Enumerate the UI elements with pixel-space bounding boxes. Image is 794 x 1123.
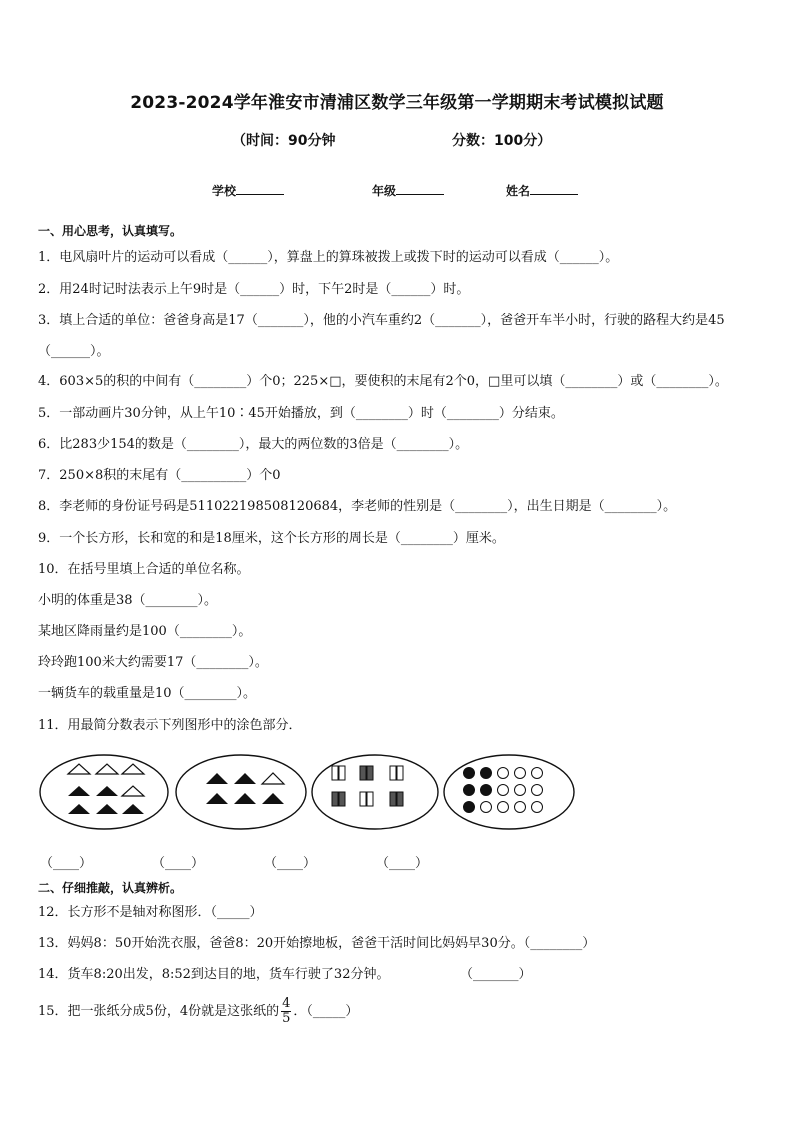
figure-triangles-2 [174, 752, 308, 832]
question-8: 8．李老师的身份证号码是511022198508120684，李老师的性别是（________），出生日期是（________）。 [38, 499, 677, 514]
section-1-heading: 一、用心思考，认真填写。 [38, 224, 183, 238]
question-14 [38, 967, 532, 983]
figure-triangles-1 [38, 752, 170, 832]
question-2: 2．用24时记时法表示上午9时是（______）时，下午2时是（______）时。 [38, 282, 470, 297]
name-label: 姓名 [506, 184, 531, 198]
question-14-blank[interactable]: （_______） [460, 967, 532, 982]
figure-answer-1[interactable]: （____） [40, 856, 93, 871]
exam-time: （时间：90分钟 [232, 133, 336, 149]
question-9: 9．一个长方形，长和宽的和是18厘米，这个长方形的周长是（________）厘米。 [38, 531, 505, 546]
page-title: 2023-2024学年淮安市清浦区数学三年级第一学期期末考试模拟试题 [130, 93, 664, 113]
question-3: 3．填上合适的单位：爸爸身高是17（_______），他的小汽车重约2（_______），爸爸开车半小时，行驶的路程大约是45（______）。 [38, 313, 725, 359]
section-2-heading: 二、仔细推敲，认真辨析。 [38, 881, 183, 895]
question-12: 12．长方形不是轴对称图形．（_____） [38, 905, 263, 920]
question-15-blank[interactable]: ．（_____） [293, 1004, 359, 1019]
grade-field[interactable] [372, 182, 444, 199]
question-15-text: 15．把一张纸分成5份，4份就是这张纸的 [38, 1004, 280, 1019]
figure-answer-4[interactable]: （____） [376, 856, 429, 871]
name-field[interactable] [506, 182, 578, 199]
question-5: 5．一部动画片30分钟，从上午10∶45开始播放，到（________）时（________）分结束。 [38, 406, 564, 421]
question-13: 13．妈妈8：50开始洗衣服，爸爸8：20开始擦地板，爸爸干活时间比妈妈早30分。（________） [38, 936, 596, 951]
question-6: 6．比283少154的数是（________），最大的两位数的3倍是（________）。 [38, 437, 469, 452]
question-10b: 某地区降雨量约是100（________）。 [38, 624, 252, 639]
figure-circles [442, 752, 576, 832]
question-11: 11．用最简分数表示下列图形中的涂色部分． [38, 718, 302, 733]
question-10c: 玲玲跑100米大约需要17（________）。 [38, 655, 268, 670]
fraction-numerator: 4 [282, 996, 291, 1011]
school-label: 学校 [212, 184, 237, 198]
fraction-denominator: 5 [282, 1011, 291, 1026]
exam-score: 分数：100分） [452, 133, 552, 149]
question-1: 1．电风扇叶片的运动可以看成（______），算盘上的算珠被拨上或拨下时的运动可以看成（______）。 [38, 250, 619, 265]
question-10d: 一辆货车的载重量是10（________）。 [38, 686, 257, 701]
fraction-figures [38, 752, 598, 832]
fraction-four-fifths [281, 997, 291, 1026]
question-10: 10．在括号里填上合适的单位名称。 [38, 562, 250, 577]
figure-answer-3[interactable]: （____） [264, 856, 317, 871]
question-10a: 小明的体重是38（________）。 [38, 593, 218, 608]
school-field[interactable] [212, 182, 284, 199]
question-15 [38, 997, 358, 1027]
question-7: 7．250×8积的末尾有（__________）个0 [38, 468, 281, 483]
grade-label: 年级 [372, 184, 397, 198]
question-4: 4．603×5的积的中间有（________）个0；225×□，要使积的末尾有2个0，□里可以填（________）或（________）。 [38, 374, 728, 389]
figure-cylinders [310, 752, 440, 832]
question-14-text: 14．货车8:20出发，8:52到达目的地，货车行驶了32分钟。 [38, 967, 390, 982]
figure-answer-2[interactable]: （____） [152, 856, 205, 871]
